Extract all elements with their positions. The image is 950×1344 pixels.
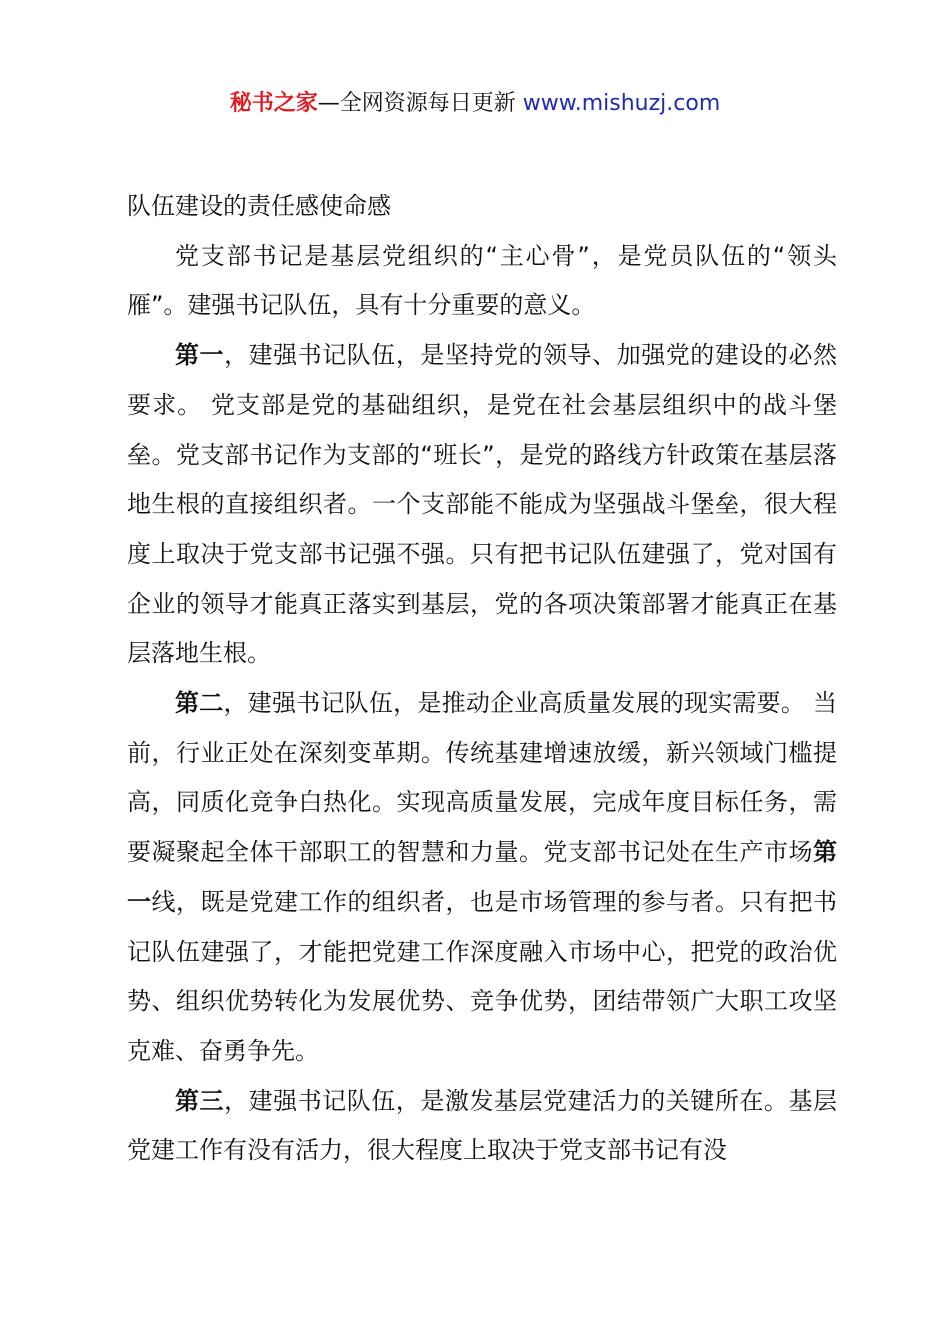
paragraph-third: [127, 1077, 837, 1176]
paragraph-continuation: 队伍建设的责任感使命感: [127, 192, 391, 220]
paragraph-second: [127, 679, 837, 1077]
header-url[interactable]: www.mishuzj.com: [522, 91, 721, 116]
paragraph-first-text: ，建强书记队伍，是坚持党的领导、加强党的建设的必然要求。 党支部是党的基础组织，是党在社会基层组织中的战斗堡垒。党支部书记作为支部的“班长”，是党的路线方针政策在基层落地生根的直接组织者。一个支部能不能成为坚强战斗堡垒，很大程度上取决于党支部书记强不强。只有把书记队伍建强了，党对国有企业的领导才能真正落实到基层，党的各项决策部署才能真正在基层落地生根。: [127, 341, 837, 668]
paragraph-second-lead: 第二: [175, 689, 224, 718]
paragraph-intro: 党支部书记是基层党组织的“主心骨”，是党员队伍的“领头雁”。建强书记队伍，具有十分重要的意义。: [127, 241, 837, 320]
paragraph-third-lead: 第三: [175, 1086, 225, 1115]
paragraph-third-text: ，建强书记队伍，是激发基层党建活力的关键所在。基层党建工作有没有活力，很大程度上取决于党支部书记有没: [127, 1086, 837, 1165]
paragraph-first-lead: 第一: [175, 341, 225, 370]
paragraph-second-text-b: 线，既是党建工作的组织者，也是市场管理的参与者。只有把书记队伍建强了，才能把党建工作深度融入市场中心，把党的政治优势、组织优势转化为发展优势、竞争优势，团结带领广大职工攻坚克难、奋勇争先。: [127, 887, 837, 1065]
paragraph-first: [127, 331, 837, 679]
header-slogan: —全网资源每日更新: [317, 91, 523, 116]
header-brand: 秘书之家: [229, 91, 318, 116]
page-header: [0, 86, 950, 122]
document-body: [127, 182, 837, 1176]
paragraph-second-inline-bold: 第一: [127, 838, 837, 916]
paragraph-second-text-a: ，建强书记队伍，是推动企业高质量发展的现实需要。 当前，行业正处在深刻变革期。传统基建增速放缓，新兴领域门槛提高，同质化竞争白热化。实现高质量发展，完成年度目标任务，需要凝聚起全体干部职工的智慧和力量。党支部书记处在生产市场: [127, 689, 837, 867]
